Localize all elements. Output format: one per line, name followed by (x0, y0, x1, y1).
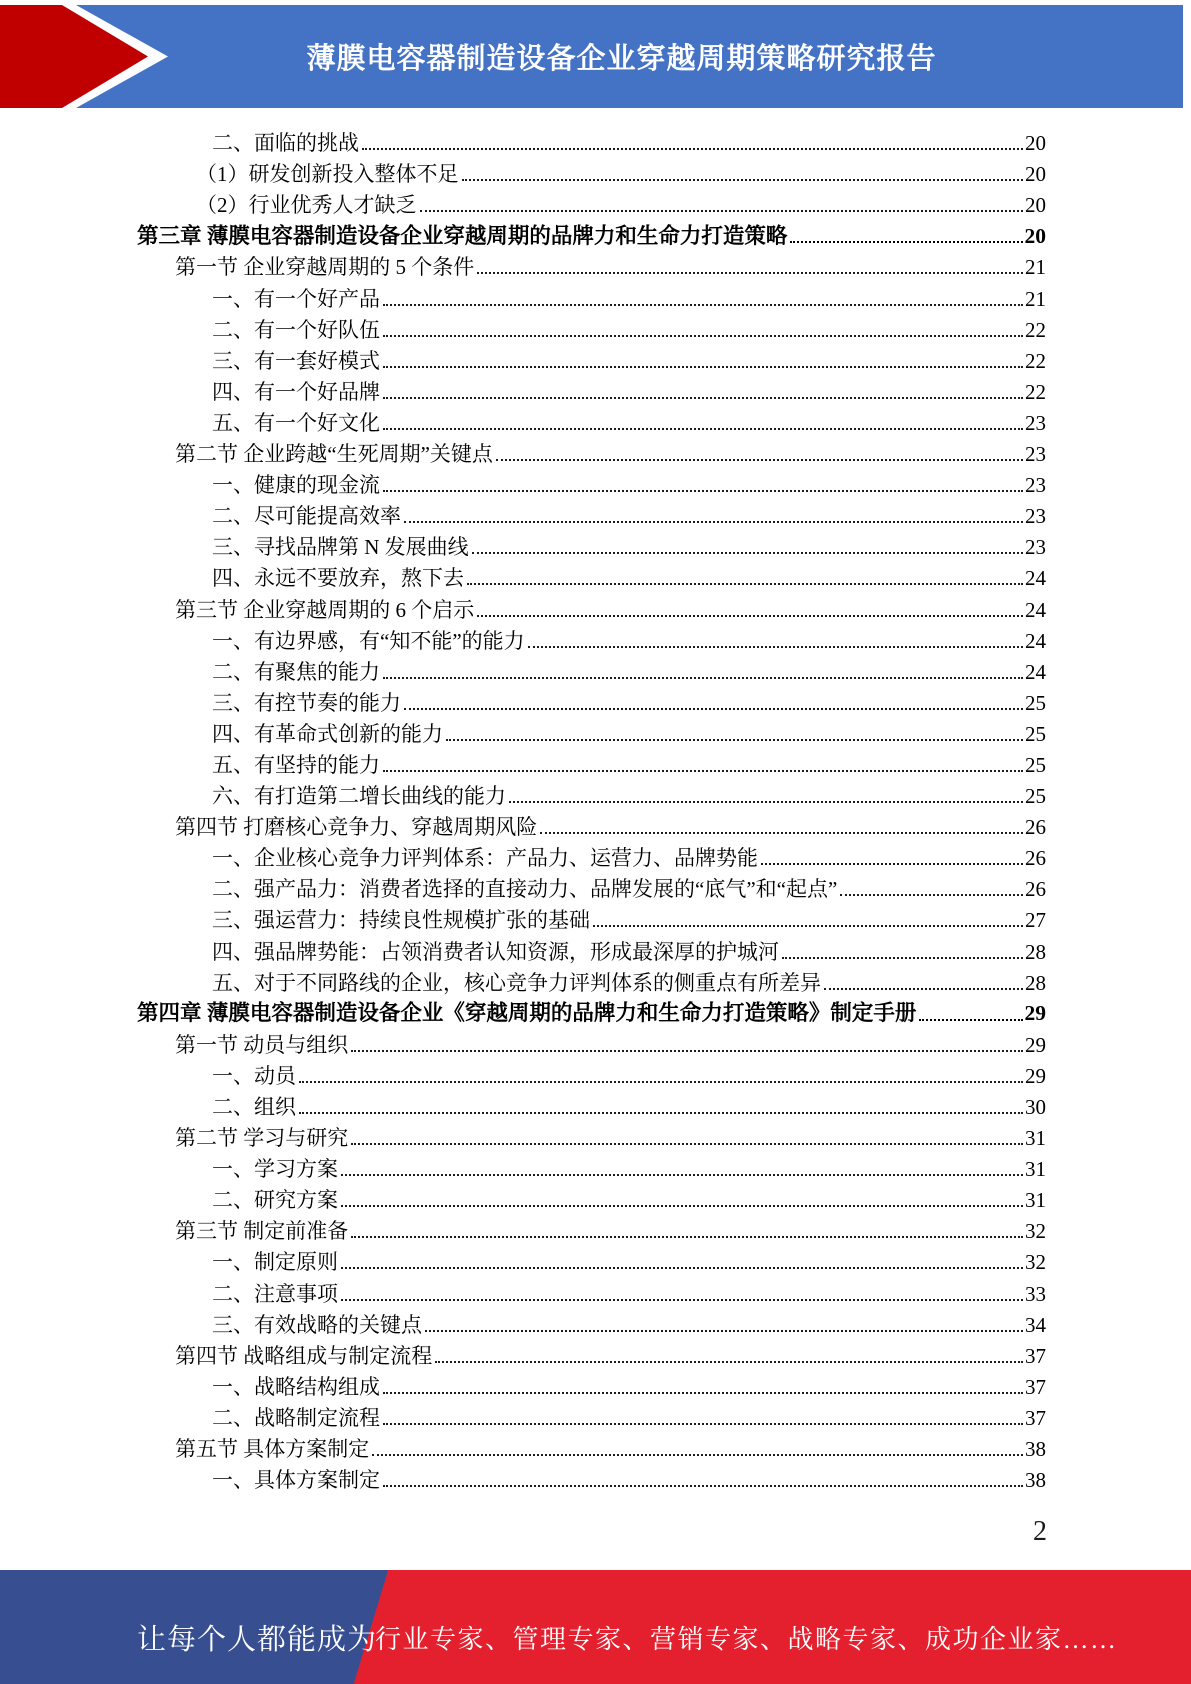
toc-dot-leader (824, 988, 1023, 990)
toc-entry[interactable] (137, 716, 1046, 747)
toc-entry-label: 二、有一个好队伍 (212, 317, 380, 342)
toc-entry-label: 一、制定原则 (212, 1250, 338, 1275)
toc-dot-leader (446, 739, 1023, 741)
toc-dot-leader (840, 894, 1023, 896)
toc-entry-page-number: 28 (1025, 970, 1046, 995)
toc-dot-leader (383, 397, 1023, 399)
toc-dot-leader (383, 335, 1023, 337)
toc-dot-leader (383, 770, 1023, 772)
toc-entry-page-number: 21 (1025, 286, 1046, 311)
toc-entry-label: 一、具体方案制定 (212, 1468, 380, 1493)
toc-entry-label: 三、有一套好模式 (212, 348, 380, 373)
toc-entry-page-number: 23 (1025, 504, 1046, 529)
toc-entry-label: 二、组织 (212, 1095, 296, 1119)
toc-entry[interactable] (137, 933, 1046, 964)
toc-entry-page-number: 25 (1025, 721, 1046, 746)
toc-entry-label: 四、强品牌势能：占领消费者认知资源，形成最深厚的护城河 (212, 939, 779, 964)
toc-entry-label: 一、动员 (212, 1063, 296, 1088)
toc-entry[interactable] (137, 218, 1046, 249)
toc-dot-leader (351, 1236, 1023, 1238)
toc-entry[interactable] (137, 436, 1046, 467)
toc-entry-label: 二、研究方案 (212, 1188, 338, 1213)
toc-entry[interactable] (137, 249, 1046, 280)
toc-dot-leader (341, 1205, 1023, 1207)
toc-entry-label: 三、强运营力：持续良性规模扩张的基础 (212, 908, 590, 933)
toc-entry-label: 第四节 战略组成与制定流程 (175, 1343, 433, 1368)
toc-dot-leader (462, 179, 1024, 181)
toc-dot-leader (341, 1299, 1023, 1301)
toc-dot-leader (593, 925, 1023, 927)
toc-entry[interactable] (137, 125, 1046, 156)
footer-slogan-left: 让每个人都能成为 (137, 1624, 378, 1656)
toc-dot-leader (790, 241, 1022, 243)
toc-entry[interactable] (137, 156, 1046, 187)
toc-entry[interactable] (137, 498, 1046, 529)
toc-entry[interactable] (137, 467, 1046, 498)
toc-dot-leader (383, 1392, 1023, 1394)
toc-dot-leader (299, 1112, 1023, 1114)
toc-entry[interactable] (137, 840, 1046, 871)
toc-entry-label: 第五节 具体方案制定 (175, 1437, 370, 1462)
toc-entry-label: 二、面临的挑战 (212, 131, 359, 156)
toc-entry-page-number: 29 (1025, 1063, 1046, 1088)
toc-entry[interactable] (137, 374, 1046, 405)
toc-entry-label: 五、有坚持的能力 (212, 752, 380, 777)
toc-entry-page-number: 23 (1025, 442, 1046, 467)
toc-dot-leader (477, 272, 1023, 274)
toc-entry-page-number: 26 (1025, 877, 1046, 902)
toc-entry[interactable] (137, 871, 1046, 902)
toc-entry-page-number: 38 (1025, 1437, 1046, 1462)
toc-dot-leader (351, 1143, 1023, 1145)
toc-entry-label: 二、尽可能提高效率 (212, 504, 401, 529)
toc-entry-label: 六、有打造第二增长曲线的能力 (212, 784, 506, 809)
toc-entry[interactable] (137, 623, 1046, 654)
toc-entry-page-number: 24 (1025, 566, 1046, 591)
toc-dot-leader (782, 957, 1023, 959)
toc-entry[interactable] (137, 902, 1046, 933)
toc-entry-page-number: 27 (1025, 908, 1046, 933)
toc-entry[interactable] (137, 1338, 1046, 1369)
toc-entry-page-number: 29 (1025, 1032, 1046, 1057)
toc-entry-page-number: 22 (1025, 379, 1046, 404)
toc-dot-leader (341, 1174, 1023, 1176)
toc-dot-leader (383, 366, 1023, 368)
toc-entry-label: （2）行业优秀人才缺乏 (196, 193, 417, 218)
toc-dot-leader (528, 646, 1023, 648)
toc-dot-leader (383, 304, 1023, 306)
toc-dot-leader (383, 490, 1023, 492)
toc-entry-label: 第四章 薄膜电容器制造设备企业《穿越周期的品牌力和生命力打造策略》制定手册 (137, 1001, 917, 1026)
toc-entry[interactable] (137, 654, 1046, 685)
toc-dot-leader (404, 521, 1023, 523)
toc-entry-label: 第三节 制定前准备 (175, 1219, 349, 1244)
toc-entry-label: 一、战略结构组成 (212, 1374, 380, 1399)
toc-dot-leader (383, 428, 1023, 430)
toc-entry-page-number: 20 (1025, 162, 1046, 187)
toc-entry-label: 一、健康的现金流 (212, 473, 380, 498)
toc-entry[interactable] (137, 1307, 1046, 1338)
toc-dot-leader (351, 1050, 1023, 1052)
toc-dot-leader (372, 1454, 1023, 1456)
toc-entry-label: 第二节 企业跨越“生死周期”关键点 (175, 442, 493, 467)
toc-entry[interactable] (137, 809, 1046, 840)
toc-entry-page-number: 24 (1025, 597, 1046, 622)
toc-entry-label: 五、有一个好文化 (212, 410, 380, 435)
toc-dot-leader (761, 863, 1023, 865)
toc-entry-label: 第四节 打磨核心竞争力、穿越周期风险 (175, 815, 538, 840)
toc-dot-leader (477, 615, 1023, 617)
toc-dot-leader (540, 832, 1023, 834)
toc-entry[interactable] (137, 996, 1046, 1027)
toc-entry-label: 一、有边界感，有“知不能”的能力 (212, 628, 525, 653)
toc-entry-label: 二、注意事项 (212, 1281, 338, 1306)
toc-entry[interactable] (137, 747, 1046, 778)
toc-entry-label: 一、有一个好产品 (212, 286, 380, 311)
toc-entry-page-number: 20 (1025, 131, 1046, 156)
toc-entry-page-number: 23 (1025, 410, 1046, 435)
toc-entry[interactable] (137, 1089, 1046, 1120)
toc-entry[interactable] (137, 778, 1046, 809)
toc-entry-page-number: 20 (1025, 193, 1046, 218)
toc-entry-label: 三、有控节奏的能力 (212, 690, 401, 715)
toc-entry-page-number: 37 (1025, 1405, 1046, 1430)
toc-entry[interactable] (137, 591, 1046, 622)
toc-dot-leader (383, 1423, 1023, 1425)
toc-entry[interactable] (137, 965, 1046, 996)
toc-entry[interactable] (137, 560, 1046, 591)
toc-entry-page-number: 22 (1025, 317, 1046, 342)
toc-entry[interactable] (137, 1120, 1046, 1151)
footer-slogan-right: 行业专家、管理专家、营销专家、战略专家、成功企业家…… (375, 1625, 1118, 1654)
toc-entry-label: 三、寻找品牌第 N 发展曲线 (212, 535, 469, 560)
toc-entry-page-number: 30 (1025, 1095, 1046, 1119)
toc-entry-page-number: 29 (1024, 1001, 1046, 1026)
toc-entry-label: 四、永远不要放弃，熬下去 (212, 566, 464, 591)
toc-entry-page-number: 24 (1025, 659, 1046, 684)
toc-entry-label: 二、有聚焦的能力 (212, 659, 380, 684)
report-header-banner (0, 5, 1183, 108)
toc-dot-leader (383, 1485, 1023, 1487)
toc-dot-leader (299, 1081, 1023, 1083)
toc-entry-page-number: 38 (1025, 1468, 1046, 1493)
toc-entry-page-number: 31 (1025, 1188, 1046, 1213)
toc-entry[interactable] (137, 1213, 1046, 1244)
toc-entry[interactable] (137, 1400, 1046, 1431)
toc-dot-leader (425, 1330, 1023, 1332)
toc-entry-label: （1）研发创新投入整体不足 (196, 162, 459, 187)
toc-dot-leader (919, 1019, 1022, 1021)
toc-entry-label: 四、有革命式创新的能力 (212, 721, 443, 746)
table-of-contents (137, 125, 1046, 1493)
toc-entry[interactable] (137, 1058, 1046, 1089)
toc-entry[interactable] (137, 1151, 1046, 1182)
toc-entry[interactable] (137, 1369, 1046, 1400)
toc-entry[interactable] (137, 1462, 1046, 1493)
toc-entry[interactable] (137, 1275, 1046, 1306)
toc-dot-leader (472, 552, 1023, 554)
toc-entry-page-number: 23 (1025, 473, 1046, 498)
toc-entry-label: 五、对于不同路线的企业，核心竞争力评判体系的侧重点有所差异 (212, 970, 821, 995)
toc-entry-label: 第二节 学习与研究 (175, 1126, 349, 1151)
toc-entry-label: 一、学习方案 (212, 1157, 338, 1182)
toc-entry-label: 第三节 企业穿越周期的 6 个启示 (175, 597, 475, 622)
toc-entry-page-number: 31 (1025, 1126, 1046, 1151)
toc-entry[interactable] (137, 405, 1046, 436)
toc-entry[interactable] (137, 1027, 1046, 1058)
toc-dot-leader (383, 677, 1023, 679)
toc-entry-page-number: 37 (1025, 1374, 1046, 1399)
toc-entry-page-number: 26 (1025, 846, 1046, 871)
toc-dot-leader (467, 583, 1023, 585)
toc-entry-page-number: 25 (1025, 752, 1046, 777)
toc-dot-leader (404, 708, 1023, 710)
toc-entry-page-number: 32 (1025, 1219, 1046, 1244)
toc-entry-page-number: 22 (1025, 348, 1046, 373)
toc-entry-label: 一、企业核心竞争力评判体系：产品力、运营力、品牌势能 (212, 846, 758, 871)
toc-entry[interactable] (137, 529, 1046, 560)
footer-banner (0, 1570, 1191, 1684)
toc-entry-page-number: 26 (1025, 815, 1046, 840)
toc-entry[interactable] (137, 343, 1046, 374)
toc-entry-label: 四、有一个好品牌 (212, 379, 380, 404)
toc-entry-page-number: 23 (1025, 535, 1046, 560)
toc-entry[interactable] (137, 1182, 1046, 1213)
toc-entry-label: 第一节 动员与组织 (175, 1032, 349, 1057)
toc-entry-label: 二、强产品力：消费者选择的直接动力、品牌发展的“底气”和“起点” (212, 877, 838, 902)
toc-entry-page-number: 21 (1025, 255, 1046, 280)
toc-entry[interactable] (137, 685, 1046, 716)
toc-entry[interactable] (137, 1431, 1046, 1462)
toc-entry[interactable] (137, 1244, 1046, 1275)
red-chevron-icon (0, 5, 200, 108)
toc-dot-leader (496, 459, 1023, 461)
toc-entry-label: 三、有效战略的关键点 (212, 1312, 422, 1337)
toc-entry-page-number: 25 (1025, 784, 1046, 809)
toc-dot-leader (509, 801, 1023, 803)
toc-entry-page-number: 37 (1025, 1343, 1046, 1368)
toc-entry-page-number: 24 (1025, 628, 1046, 653)
toc-entry-page-number: 20 (1024, 223, 1046, 248)
toc-entry-label: 第一节 企业穿越周期的 5 个条件 (175, 255, 475, 280)
toc-entry-page-number: 34 (1025, 1312, 1046, 1337)
toc-entry-page-number: 25 (1025, 690, 1046, 715)
toc-dot-leader (362, 148, 1023, 150)
toc-entry-label: 第三章 薄膜电容器制造设备企业穿越周期的品牌力和生命力打造策略 (137, 223, 788, 248)
toc-dot-leader (435, 1361, 1023, 1363)
toc-entry[interactable] (137, 280, 1046, 311)
toc-entry[interactable] (137, 312, 1046, 343)
toc-entry-label: 二、战略制定流程 (212, 1405, 380, 1430)
toc-dot-leader (341, 1267, 1023, 1269)
toc-entry-page-number: 32 (1025, 1250, 1046, 1275)
toc-dot-leader (420, 210, 1024, 212)
toc-entry[interactable] (137, 187, 1046, 218)
toc-entry-page-number: 28 (1025, 939, 1046, 964)
report-title: 薄膜电容器制造设备企业穿越周期策略研究报告 (306, 43, 937, 75)
page-number: 2 (1033, 1516, 1047, 1547)
toc-entry-page-number: 31 (1025, 1157, 1046, 1182)
toc-entry-page-number: 33 (1025, 1281, 1046, 1306)
